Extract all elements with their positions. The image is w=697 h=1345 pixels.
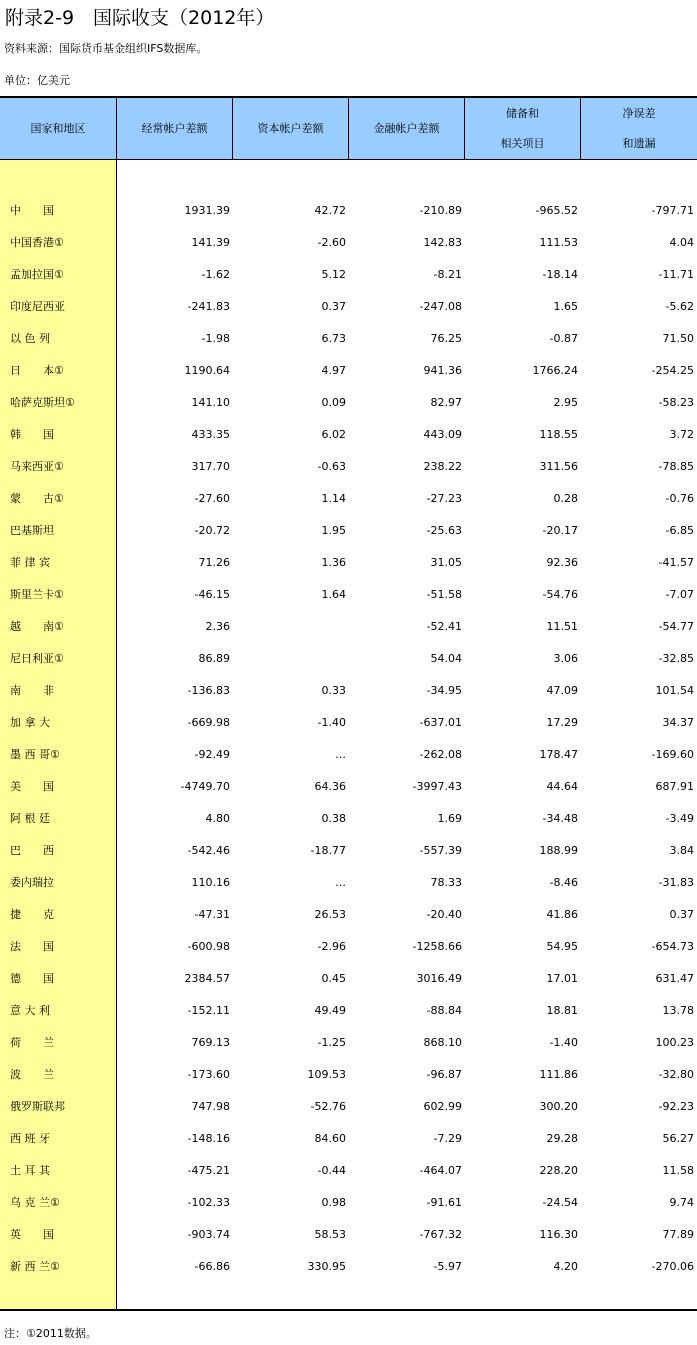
current-account-value: -47.31 <box>194 908 230 921</box>
errors-omissions-value: 13.78 <box>662 1004 694 1017</box>
reserves-value: 29.28 <box>546 1132 578 1145</box>
header-financial-account <box>349 98 465 159</box>
financial-account-value: 602.99 <box>423 1100 462 1113</box>
financial-account-value: 443.09 <box>423 428 462 441</box>
reserves-value: 92.36 <box>546 556 578 569</box>
current-account-value: 769.13 <box>191 1036 230 1049</box>
errors-omissions-value: 11.58 <box>662 1164 694 1177</box>
financial-account-value: -25.63 <box>426 524 462 537</box>
current-account-value: -152.11 <box>187 1004 230 1017</box>
table-row <box>0 483 697 515</box>
reserves-value: -54.76 <box>542 588 578 601</box>
errors-omissions-value: -32.80 <box>658 1068 694 1081</box>
financial-account-value: -34.95 <box>426 684 462 697</box>
table-row <box>0 931 697 963</box>
table-row <box>0 1187 697 1219</box>
country-name: 德 国 <box>10 972 54 985</box>
capital-account-value: 42.72 <box>314 204 346 217</box>
errors-omissions-value: -3.49 <box>665 812 694 825</box>
capital-account-value: 0.98 <box>321 1196 346 1209</box>
financial-account-value: -464.07 <box>419 1164 462 1177</box>
reserves-value: 1766.24 <box>532 364 578 377</box>
errors-omissions-value: 3.84 <box>669 844 694 857</box>
current-account-value: -173.60 <box>187 1068 230 1081</box>
country-name: 美 国 <box>10 780 54 793</box>
country-name: 巴基斯坦 <box>10 524 54 537</box>
country-name: 俄罗斯联邦 <box>10 1100 65 1113</box>
country-name: 墨 西 哥① <box>10 748 60 761</box>
errors-omissions-value: -78.85 <box>658 460 694 473</box>
errors-omissions-value: 71.50 <box>662 332 694 345</box>
table-row <box>0 387 697 419</box>
reserves-value: 118.55 <box>539 428 578 441</box>
capital-account-value: … <box>335 876 346 889</box>
table-row <box>0 611 697 643</box>
current-account-value: 433.35 <box>191 428 230 441</box>
country-name: 马来西亚① <box>10 460 64 473</box>
financial-account-value: -52.41 <box>426 620 462 633</box>
reserves-value: 4.20 <box>553 1260 578 1273</box>
current-account-value: -66.86 <box>194 1260 230 1273</box>
errors-omissions-value: 34.37 <box>662 716 694 729</box>
table-row <box>0 707 697 739</box>
table-row <box>0 259 697 291</box>
country-name: 加 拿 大 <box>10 716 50 729</box>
capital-account-value: 58.53 <box>314 1228 346 1241</box>
financial-account-value: -637.01 <box>419 716 462 729</box>
capital-account-value: 0.09 <box>321 396 346 409</box>
current-account-value: -542.46 <box>187 844 230 857</box>
errors-omissions-value: -254.25 <box>651 364 694 377</box>
reserves-value: 17.01 <box>546 972 578 985</box>
country-name: 斯里兰卡① <box>10 588 64 601</box>
current-account-value: -136.83 <box>187 684 230 697</box>
reserves-value: 111.53 <box>539 236 578 249</box>
reserves-value: -20.17 <box>542 524 578 537</box>
header-text: 相关项目 <box>500 136 545 150</box>
header-text: 储备和 <box>506 106 539 120</box>
capital-account-value: -18.77 <box>310 844 346 857</box>
capital-account-value: 109.53 <box>307 1068 346 1081</box>
header-errors-omissions <box>581 98 697 159</box>
header-text: 金融帐户差额 <box>373 121 440 135</box>
data-source: 资料来源：国际货币基金组织IFS数据库。 <box>4 42 208 55</box>
current-account-value: -1.98 <box>201 332 230 345</box>
reserves-value: 47.09 <box>546 684 578 697</box>
country-name: 日 本① <box>10 364 64 377</box>
country-name: 巴 西 <box>10 844 54 857</box>
table-row <box>0 419 697 451</box>
financial-account-value: 868.10 <box>423 1036 462 1049</box>
errors-omissions-value: 687.91 <box>655 780 694 793</box>
capital-account-value: 6.02 <box>321 428 346 441</box>
capital-account-value: 5.12 <box>321 268 346 281</box>
table-row <box>0 803 697 835</box>
errors-omissions-value: -169.60 <box>651 748 694 761</box>
country-name: 委内瑞拉 <box>10 876 54 889</box>
reserves-value: 41.86 <box>546 908 578 921</box>
current-account-value: -148.16 <box>187 1132 230 1145</box>
table-row <box>0 227 697 259</box>
table-row <box>0 451 697 483</box>
country-name: 阿 根 廷 <box>10 812 50 825</box>
capital-account-value: 6.73 <box>321 332 346 345</box>
financial-account-value: -20.40 <box>426 908 462 921</box>
errors-omissions-value: -58.23 <box>658 396 694 409</box>
reserves-value: -24.54 <box>542 1196 578 1209</box>
current-account-value: 86.89 <box>198 652 230 665</box>
financial-account-value: 1.69 <box>437 812 462 825</box>
errors-omissions-value: -0.76 <box>665 492 694 505</box>
financial-account-value: 142.83 <box>423 236 462 249</box>
header-country <box>0 98 117 159</box>
errors-omissions-value: -7.07 <box>665 588 694 601</box>
capital-account-value: 84.60 <box>314 1132 346 1145</box>
capital-account-value: 0.33 <box>321 684 346 697</box>
country-name: 法 国 <box>10 940 54 953</box>
country-name: 孟加拉国① <box>10 268 64 281</box>
reserves-value: 1.65 <box>553 300 578 313</box>
capital-account-value: … <box>335 748 346 761</box>
table-row <box>0 1059 697 1091</box>
capital-account-value: 330.95 <box>307 1260 346 1273</box>
header-text: 净误差 <box>622 106 656 120</box>
financial-account-value: 78.33 <box>430 876 462 889</box>
header-current-account <box>117 98 233 159</box>
financial-account-value: 238.22 <box>423 460 462 473</box>
table-row <box>0 963 697 995</box>
financial-account-value: -3997.43 <box>412 780 462 793</box>
capital-account-value: -0.63 <box>317 460 346 473</box>
reserves-value: -8.46 <box>549 876 578 889</box>
table-row <box>0 1251 697 1283</box>
financial-account-value: 82.97 <box>430 396 462 409</box>
financial-account-value: -96.87 <box>426 1068 462 1081</box>
current-account-value: -600.98 <box>187 940 230 953</box>
reserves-value: 18.81 <box>546 1004 578 1017</box>
header-reserves <box>465 98 581 159</box>
table-row <box>0 675 697 707</box>
current-account-value: 747.98 <box>191 1100 230 1113</box>
current-account-value: -4749.70 <box>180 780 230 793</box>
table-row <box>0 1027 697 1059</box>
table-row <box>0 291 697 323</box>
errors-omissions-value: 56.27 <box>662 1132 694 1145</box>
capital-account-value: -0.44 <box>317 1164 346 1177</box>
page-title: 附录2-9 国际收支（2012年） <box>5 7 275 29</box>
financial-account-value: -1258.66 <box>412 940 462 953</box>
capital-account-value: -2.96 <box>317 940 346 953</box>
errors-omissions-value: 0.37 <box>669 908 694 921</box>
financial-account-value: -210.89 <box>419 204 462 217</box>
header-text: 国家和地区 <box>30 121 86 135</box>
country-name: 捷 克 <box>10 908 54 921</box>
reserves-value: 111.86 <box>539 1068 578 1081</box>
financial-account-value: 54.04 <box>430 652 462 665</box>
reserves-value: 178.47 <box>539 748 578 761</box>
capital-account-value: 0.38 <box>321 812 346 825</box>
reserves-value: -34.48 <box>542 812 578 825</box>
country-name: 波 兰 <box>10 1068 54 1081</box>
reserves-value: 17.29 <box>546 716 578 729</box>
capital-account-value: -52.76 <box>310 1100 346 1113</box>
table-row <box>0 323 697 355</box>
current-account-value: 1931.39 <box>184 204 230 217</box>
errors-omissions-value: 101.54 <box>655 684 694 697</box>
financial-account-value: 3016.49 <box>416 972 462 985</box>
financial-account-value: 31.05 <box>430 556 462 569</box>
table-row <box>0 1219 697 1251</box>
financial-account-value: -91.61 <box>426 1196 462 1209</box>
current-account-value: -1.62 <box>201 268 230 281</box>
capital-account-value: 49.49 <box>314 1004 346 1017</box>
country-name: 哈萨克斯坦① <box>10 396 75 409</box>
errors-omissions-value: 4.04 <box>669 236 694 249</box>
reserves-value: 44.64 <box>546 780 578 793</box>
footnote: 注：①2011数据。 <box>4 1327 97 1340</box>
reserves-value: 116.30 <box>539 1228 578 1241</box>
reserves-value: 54.95 <box>546 940 578 953</box>
capital-account-value: 1.64 <box>321 588 346 601</box>
errors-omissions-value: -6.85 <box>665 524 694 537</box>
country-name: 菲 律 宾 <box>10 556 50 569</box>
financial-account-value: -88.84 <box>426 1004 462 1017</box>
errors-omissions-value: -797.71 <box>651 204 694 217</box>
capital-account-value <box>233 611 346 643</box>
financial-account-value: -27.23 <box>426 492 462 505</box>
country-name: 土 耳 其 <box>10 1164 50 1177</box>
errors-omissions-value: -11.71 <box>658 268 694 281</box>
errors-omissions-value: -32.85 <box>658 652 694 665</box>
errors-omissions-value: -41.57 <box>658 556 694 569</box>
country-name: 以 色 列 <box>10 332 50 345</box>
financial-account-value: -262.08 <box>419 748 462 761</box>
capital-account-value: 64.36 <box>314 780 346 793</box>
country-name: 乌 克 兰① <box>10 1196 60 1209</box>
country-name: 中国香港① <box>10 236 64 249</box>
current-account-value: 71.26 <box>198 556 230 569</box>
table-row <box>0 195 697 227</box>
reserves-value: 11.51 <box>546 620 578 633</box>
country-name: 新 西 兰① <box>10 1260 60 1273</box>
financial-account-value: -557.39 <box>419 844 462 857</box>
errors-omissions-value: 631.47 <box>655 972 694 985</box>
current-account-value: 2384.57 <box>184 972 230 985</box>
reserves-value: 0.28 <box>553 492 578 505</box>
current-account-value: -92.49 <box>194 748 230 761</box>
capital-account-value: -2.60 <box>317 236 346 249</box>
table-row <box>0 643 697 675</box>
country-name: 印度尼西亚 <box>10 300 65 313</box>
table-row <box>0 995 697 1027</box>
table-row <box>0 835 697 867</box>
current-account-value: -46.15 <box>194 588 230 601</box>
country-name: 越 南① <box>10 620 64 633</box>
table-row <box>0 867 697 899</box>
current-account-value: 317.70 <box>191 460 230 473</box>
reserves-value: 300.20 <box>539 1100 578 1113</box>
errors-omissions-value: -270.06 <box>651 1260 694 1273</box>
current-account-value: -903.74 <box>187 1228 230 1241</box>
current-account-value: 2.36 <box>205 620 230 633</box>
capital-account-value <box>233 643 346 675</box>
current-account-value: 110.16 <box>191 876 230 889</box>
country-name: 中 国 <box>10 204 54 217</box>
financial-account-value: -7.29 <box>433 1132 462 1145</box>
current-account-value: -241.83 <box>187 300 230 313</box>
current-account-value: -20.72 <box>194 524 230 537</box>
errors-omissions-value: 77.89 <box>662 1228 694 1241</box>
reserves-value: 2.95 <box>553 396 578 409</box>
errors-omissions-value: -654.73 <box>651 940 694 953</box>
balance-of-payments-table <box>0 96 697 1311</box>
financial-account-value: 76.25 <box>430 332 462 345</box>
current-account-value: 141.39 <box>191 236 230 249</box>
table-row <box>0 739 697 771</box>
country-name: 英 国 <box>10 1228 54 1241</box>
capital-account-value: -1.25 <box>317 1036 346 1049</box>
current-account-value: -669.98 <box>187 716 230 729</box>
table-body <box>0 195 697 1283</box>
current-account-value: -102.33 <box>187 1196 230 1209</box>
financial-account-value: -5.97 <box>433 1260 462 1273</box>
capital-account-value: 1.14 <box>321 492 346 505</box>
unit-label: 单位：亿美元 <box>4 74 70 87</box>
table-row <box>0 355 697 387</box>
reserves-value: -965.52 <box>535 204 578 217</box>
current-account-value: -27.60 <box>194 492 230 505</box>
reserves-value: 311.56 <box>539 460 578 473</box>
table-row <box>0 579 697 611</box>
country-name: 蒙 古① <box>10 492 64 505</box>
capital-account-value: 0.45 <box>321 972 346 985</box>
header-text: 和遗漏 <box>622 136 656 150</box>
country-name: 尼日利亚① <box>10 652 64 665</box>
errors-omissions-value: -5.62 <box>665 300 694 313</box>
reserves-value: 3.06 <box>553 652 578 665</box>
reserves-value: -1.40 <box>549 1036 578 1049</box>
country-name: 韩 国 <box>10 428 54 441</box>
capital-account-value: -1.40 <box>317 716 346 729</box>
country-name: 荷 兰 <box>10 1036 54 1049</box>
errors-omissions-value: -54.77 <box>658 620 694 633</box>
reserves-value: -18.14 <box>542 268 578 281</box>
country-name: 西 班 牙 <box>10 1132 50 1145</box>
current-account-value: -475.21 <box>187 1164 230 1177</box>
header-text: 资本帐户差额 <box>257 121 324 135</box>
table-row <box>0 771 697 803</box>
errors-omissions-value: 3.72 <box>669 428 694 441</box>
header-capital-account <box>233 98 349 159</box>
errors-omissions-value: -92.23 <box>658 1100 694 1113</box>
capital-account-value: 0.37 <box>321 300 346 313</box>
country-name: 南 非 <box>10 684 54 697</box>
table-row <box>0 899 697 931</box>
financial-account-value: -247.08 <box>419 300 462 313</box>
financial-account-value: -8.21 <box>433 268 462 281</box>
table-row <box>0 1091 697 1123</box>
financial-account-value: 941.36 <box>423 364 462 377</box>
current-account-value: 141.10 <box>191 396 230 409</box>
errors-omissions-value: 100.23 <box>655 1036 694 1049</box>
table-row <box>0 1155 697 1187</box>
financial-account-value: -767.32 <box>419 1228 462 1241</box>
capital-account-value: 4.97 <box>321 364 346 377</box>
table-row <box>0 515 697 547</box>
errors-omissions-value: 9.74 <box>669 1196 694 1209</box>
country-name: 意 大 利 <box>10 1004 50 1017</box>
header-text: 经常帐户差额 <box>141 121 208 135</box>
capital-account-value: 1.36 <box>321 556 346 569</box>
table-row <box>0 547 697 579</box>
capital-account-value: 1.95 <box>321 524 346 537</box>
table-row <box>0 1123 697 1155</box>
financial-account-value: -51.58 <box>426 588 462 601</box>
reserves-value: 188.99 <box>539 844 578 857</box>
capital-account-value: 26.53 <box>314 908 346 921</box>
errors-omissions-value: -31.83 <box>658 876 694 889</box>
table-header <box>0 98 697 160</box>
reserves-value: 228.20 <box>539 1164 578 1177</box>
reserves-value: -0.87 <box>549 332 578 345</box>
current-account-value: 4.80 <box>205 812 230 825</box>
current-account-value: 1190.64 <box>184 364 230 377</box>
